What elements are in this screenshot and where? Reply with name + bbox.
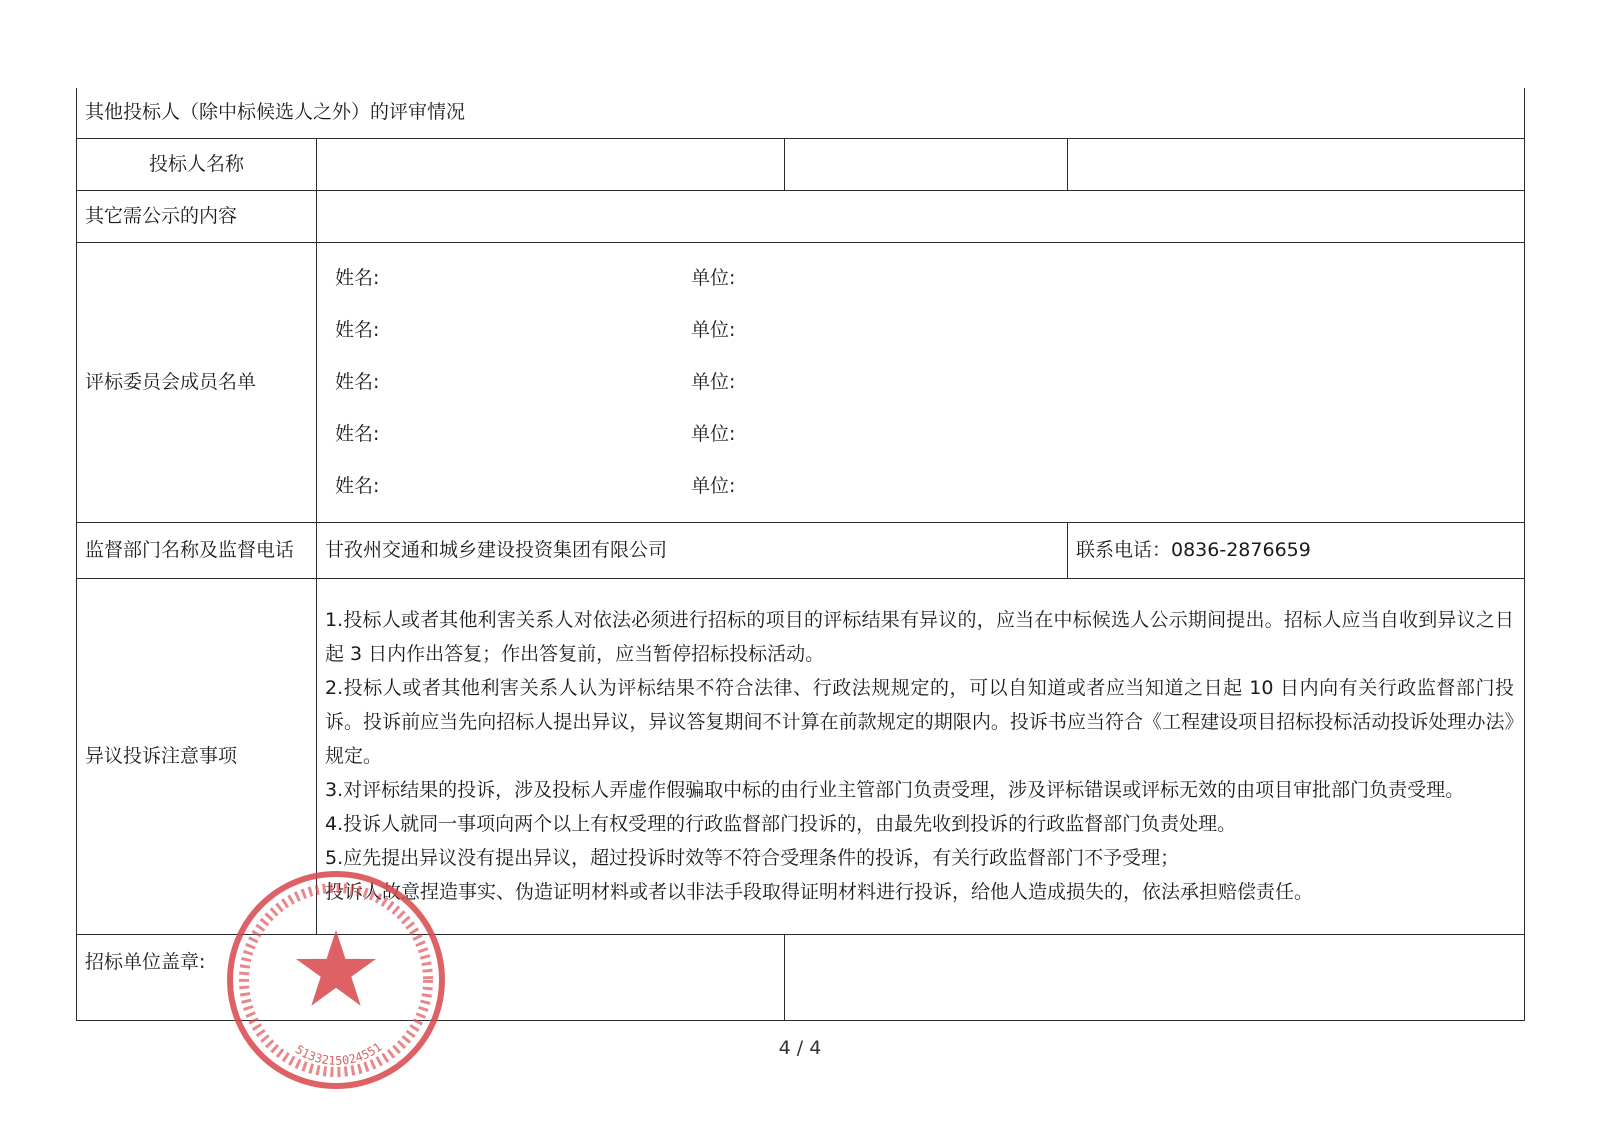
objection-item: 4.投诉人就同一事项向两个以上有权受理的行政监督部门投诉的，由最先收到投诉的行政监督部门负责处理。 bbox=[325, 813, 1237, 835]
other-content-label: 其它需公示的内容 bbox=[77, 190, 317, 242]
objection-label: 异议投诉注意事项 bbox=[77, 578, 317, 934]
committee-member bbox=[325, 460, 1516, 512]
objection-item: 5.应先提出异议没有提出异议，超过投诉时效等不符合受理条件的投诉，有关行政监督部门不予受理； bbox=[325, 847, 1180, 869]
member-name-label: 姓名: bbox=[335, 474, 380, 497]
supervision-label: 监督部门名称及监督电话 bbox=[77, 522, 317, 578]
committee-member bbox=[325, 356, 1516, 408]
committee-label: 评标委员会成员名单 bbox=[77, 242, 317, 522]
member-unit-label: 单位: bbox=[691, 474, 736, 497]
member-unit-label: 单位: bbox=[691, 318, 736, 341]
section-title-row bbox=[77, 88, 1525, 138]
objection-item: 1.投标人或者其他利害关系人对依法必须进行招标的项目的评标结果有异议的，应当在中标候选人公示期间提出。招标人应当自收到异议之日起 3 日内作出答复；作出答复前，应当暂停招标投标活动。 bbox=[325, 609, 1515, 665]
section-title: 其他投标人（除中标候选人之外）的评审情况 bbox=[77, 88, 1525, 138]
member-unit-label: 单位: bbox=[691, 266, 736, 289]
objection-item: 3.对评标结果的投诉，涉及投标人弄虚作假骗取中标的由行业主管部门负责受理，涉及评标错误或评标无效的由项目审批部门负责受理。 bbox=[325, 779, 1465, 801]
member-unit-label: 单位: bbox=[691, 422, 736, 445]
bidder-name-cell-2 bbox=[785, 138, 1068, 190]
bidder-name-cell-1 bbox=[317, 138, 785, 190]
other-content-row bbox=[77, 190, 1525, 242]
member-name-label: 姓名: bbox=[335, 370, 380, 393]
member-name-label: 姓名: bbox=[335, 422, 380, 445]
supervision-row bbox=[77, 522, 1525, 578]
page-number: 4 / 4 bbox=[778, 1037, 822, 1059]
bidder-name-cell-3 bbox=[1068, 138, 1525, 190]
bidder-name-label: 投标人名称 bbox=[77, 138, 317, 190]
committee-members bbox=[317, 242, 1525, 522]
star-icon bbox=[296, 930, 376, 1006]
bidder-name-row bbox=[77, 138, 1525, 190]
committee-member bbox=[325, 304, 1516, 356]
seal-code: 5133215024551 bbox=[292, 1039, 385, 1068]
objection-item: 2.投标人或者其他利害关系人认为评标结果不符合法律、行政法规规定的，可以自知道或者应当知道之日起 10 日内向有关行政监督部门投诉。投诉前应当先向招标人提出异议，异议答复期间不计算在前款规定的期限内。投诉书应当符合《工程建设项目招标投标活动投诉处理办法》规定。 bbox=[325, 677, 1515, 767]
seal-empty-cell bbox=[785, 934, 1525, 1020]
other-content-value bbox=[317, 190, 1525, 242]
member-name-label: 姓名: bbox=[335, 266, 380, 289]
supervision-department: 甘孜州交通和城乡建设投资集团有限公司 bbox=[317, 522, 1068, 578]
seal-label: 招标单位盖章: bbox=[77, 934, 785, 1020]
committee-row bbox=[77, 242, 1525, 522]
member-unit-label: 单位: bbox=[691, 370, 736, 393]
objection-notes bbox=[317, 578, 1525, 934]
member-name-label: 姓名: bbox=[335, 318, 380, 341]
company-seal-stamp bbox=[222, 866, 450, 1094]
committee-member bbox=[325, 408, 1516, 460]
committee-member bbox=[325, 252, 1516, 304]
objection-item: 投诉人故意捏造事实、伪造证明材料或者以非法手段取得证明材料进行投诉，给他人造成损失的，依法承担赔偿责任。 bbox=[325, 881, 1314, 903]
supervision-phone: 联系电话：0836-2876659 bbox=[1068, 522, 1525, 578]
